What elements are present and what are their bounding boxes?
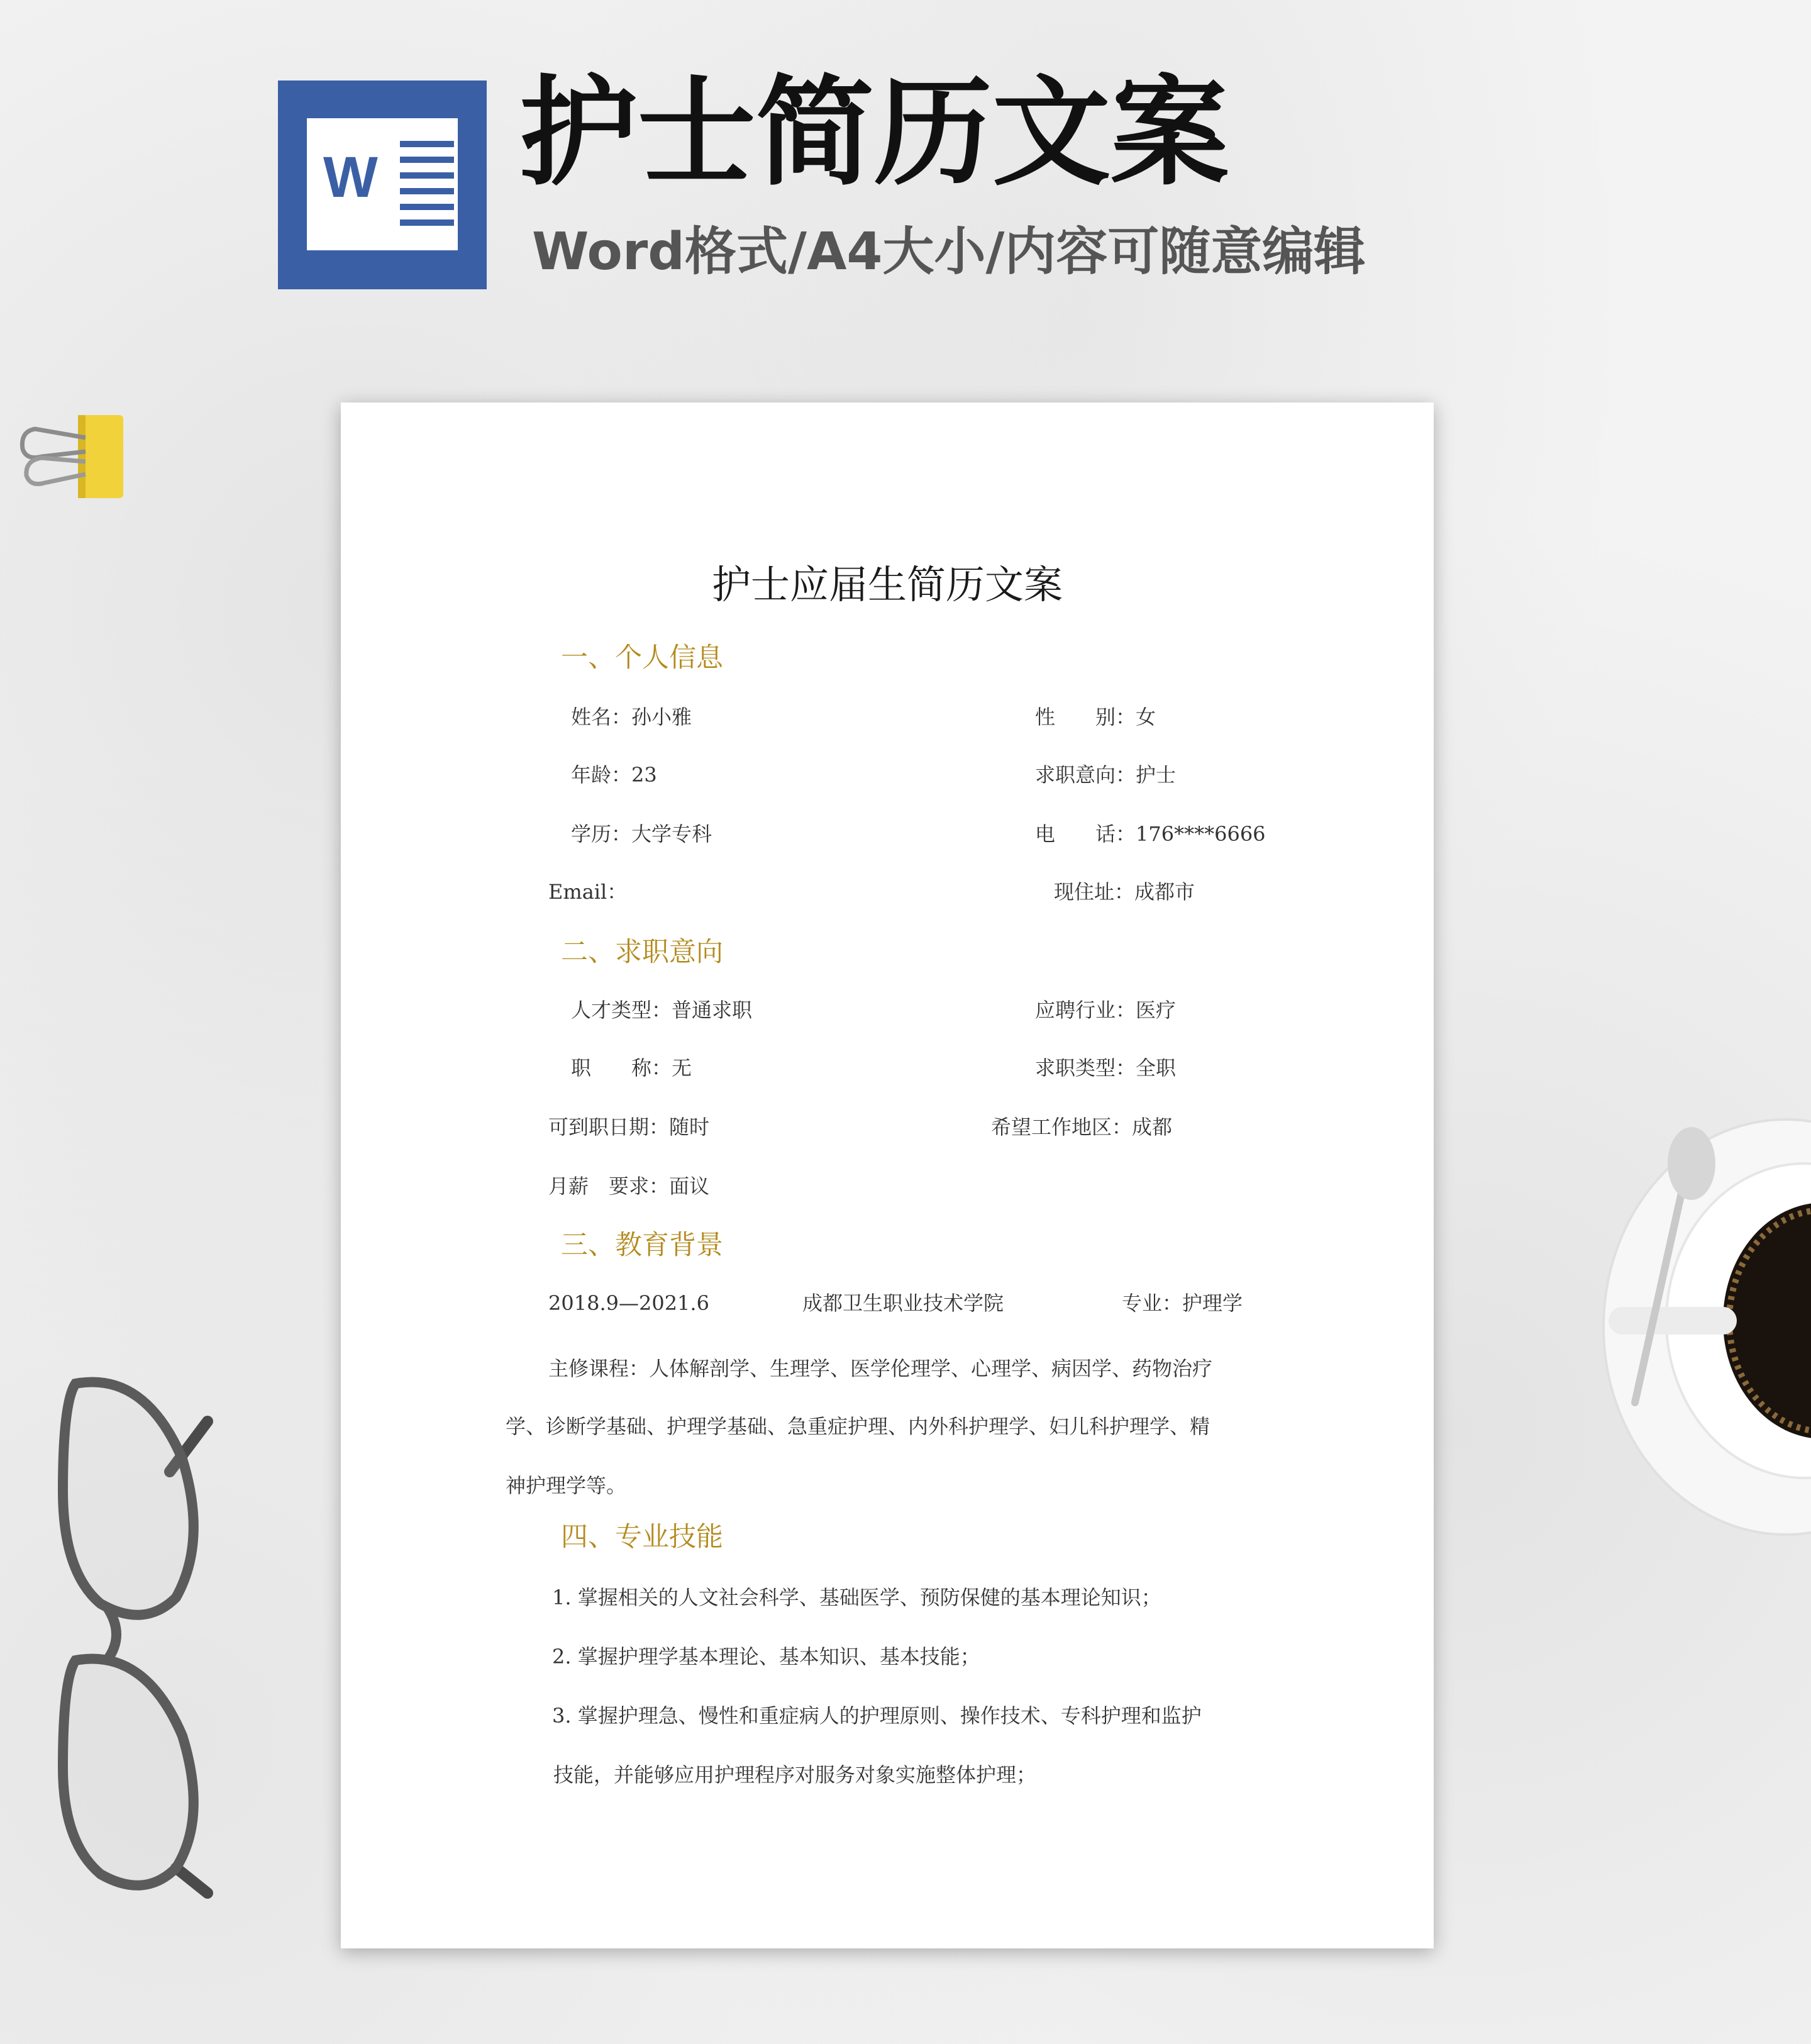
banner-subtitle: Word格式/A4大小/内容可随意编辑 xyxy=(532,222,1366,282)
edu-period: 2018.9—2021.6 xyxy=(548,1291,709,1315)
field-salary xyxy=(548,1176,709,1196)
phone-value: 176****6666 xyxy=(1136,822,1266,846)
age-label: 年龄： xyxy=(571,763,632,787)
major-label: 专业： xyxy=(1122,1291,1183,1315)
word-lines xyxy=(400,141,454,235)
address-label: 现住址： xyxy=(1054,880,1135,904)
field-start-date xyxy=(548,1117,709,1137)
title-value: 无 xyxy=(672,1056,692,1080)
gender-value: 女 xyxy=(1136,705,1156,729)
job-label: 求职意向： xyxy=(1035,763,1136,787)
field-name xyxy=(571,707,692,727)
gender-label: 性 别： xyxy=(1035,705,1136,729)
industry-value: 医疗 xyxy=(1136,998,1177,1022)
section-job-intention: 二、求职意向 xyxy=(561,936,723,968)
region-label: 希望工作地区： xyxy=(991,1115,1133,1139)
field-gender xyxy=(1035,707,1156,727)
word-logo-letter: W xyxy=(323,145,378,209)
salary-value: 面议 xyxy=(669,1174,710,1198)
address-value: 成都市 xyxy=(1134,880,1195,904)
job-value: 护士 xyxy=(1136,763,1177,787)
degree-label: 学历： xyxy=(571,822,632,846)
field-job-type xyxy=(1035,1058,1176,1078)
talent-value: 普通求职 xyxy=(672,998,753,1022)
skill-item-2: 2. 掌握护理学基本理论、基本知识、基本技能； xyxy=(552,1645,980,1669)
field-email xyxy=(548,882,627,902)
skill-item-1: 1. 掌握相关的人文社会科学、基础医学、预防保健的基本理论知识； xyxy=(552,1586,1161,1609)
field-job-title xyxy=(571,1058,692,1078)
field-talent-type xyxy=(571,1000,752,1020)
field-address xyxy=(1054,882,1195,902)
word-logo-icon xyxy=(278,81,487,289)
resume-title: 护士应届生简历文案 xyxy=(711,562,1063,608)
title-label: 职 称： xyxy=(571,1056,672,1080)
section-education: 三、教育背景 xyxy=(561,1230,723,1261)
name-value: 孙小雅 xyxy=(631,705,692,729)
resume-page xyxy=(341,403,1434,1948)
start-value: 随时 xyxy=(669,1115,710,1139)
start-label: 可到职日期： xyxy=(548,1115,670,1139)
field-age xyxy=(571,765,657,785)
email-label: Email： xyxy=(548,880,628,904)
binder-clip-icon xyxy=(16,413,130,501)
field-region xyxy=(991,1117,1172,1137)
salary-label: 月薪 要求： xyxy=(548,1174,670,1198)
skill-item-3-line1: 3. 掌握护理急、慢性和重症病人的护理原则、操作技术、专科护理和监护 xyxy=(552,1704,1202,1728)
coffee-cup-icon xyxy=(1597,1113,1811,1541)
edu-major xyxy=(1122,1293,1243,1313)
age-value: 23 xyxy=(631,763,657,787)
edu-courses-line2: 学、诊断学基础、护理学基础、急重症护理、内外科护理学、妇儿科护理学、精 xyxy=(506,1414,1210,1438)
eyeglasses-icon xyxy=(50,1365,220,1906)
name-label: 姓名： xyxy=(571,705,632,729)
field-job-intention xyxy=(1035,765,1176,785)
jobtype-value: 全职 xyxy=(1136,1056,1177,1080)
edu-courses-line1: 主修课程：人体解剖学、生理学、医学伦理学、心理学、病因学、药物治疗 xyxy=(548,1357,1213,1380)
jobtype-label: 求职类型： xyxy=(1035,1056,1136,1080)
field-degree xyxy=(571,824,712,844)
industry-label: 应聘行业： xyxy=(1035,998,1136,1022)
field-phone xyxy=(1035,824,1266,844)
phone-label: 电 话： xyxy=(1035,822,1136,846)
talent-label: 人才类型： xyxy=(571,998,672,1022)
banner-title: 护士简历文案 xyxy=(519,64,1229,202)
skill-item-3-line2: 技能，并能够应用护理程序对服务对象实施整体护理； xyxy=(553,1763,1037,1787)
degree-value: 大学专科 xyxy=(631,822,712,846)
edu-courses-line3: 神护理学等。 xyxy=(506,1474,627,1497)
section-personal-info: 一、个人信息 xyxy=(561,642,723,674)
major-value: 护理学 xyxy=(1182,1291,1243,1315)
region-value: 成都 xyxy=(1132,1115,1173,1139)
field-industry xyxy=(1035,1000,1176,1020)
edu-school: 成都卫生职业技术学院 xyxy=(802,1291,1004,1315)
section-skills: 四、专业技能 xyxy=(561,1521,723,1553)
